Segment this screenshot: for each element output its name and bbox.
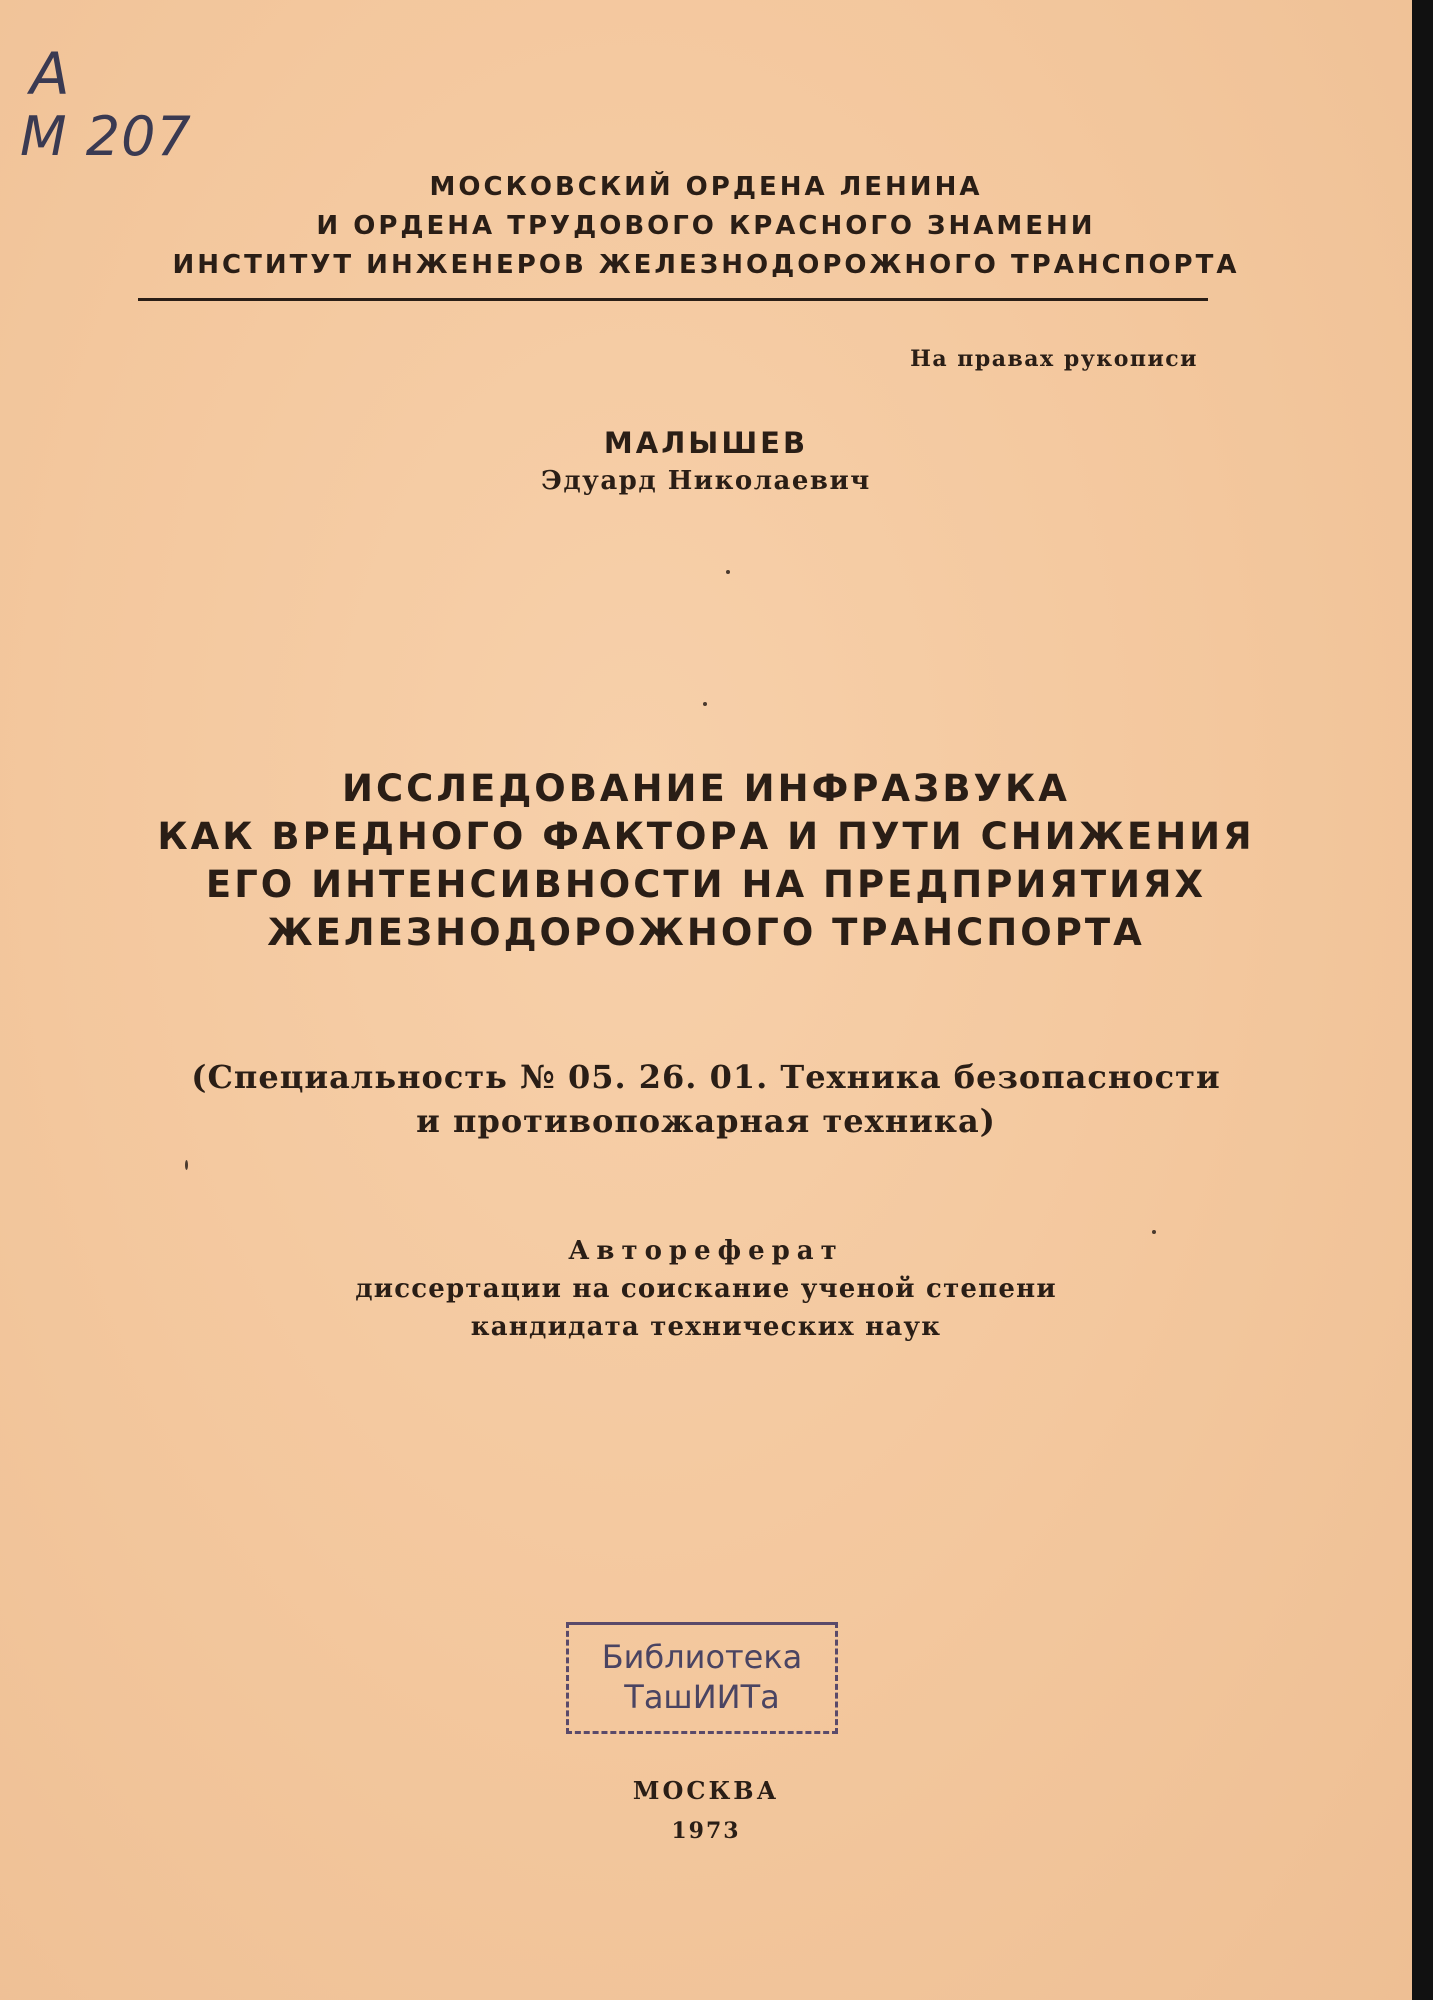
rights-note: На правах рукописи <box>910 346 1198 372</box>
title-line-4: ЖЕЛЕЗНОДОРОЖНОГО ТРАНСПОРТА <box>267 911 1145 954</box>
imprint-city: МОСКВА <box>632 1776 780 1805</box>
paper-speck <box>1152 1230 1156 1234</box>
specialty-line-1: (Специальность № 05. 26. 01. Техника безопасности <box>191 1058 1221 1096</box>
title-line-2: КАК ВРЕДНОГО ФАКТОРА И ПУТИ СНИЖЕНИЯ <box>157 815 1255 858</box>
institute-line-2: И ОРДЕНА ТРУДОВОГО КРАСНОГО ЗНАМЕНИ <box>316 211 1096 241</box>
handwritten-shelf-letter: А <box>30 40 70 108</box>
paper-speck <box>726 570 730 574</box>
header-divider <box>138 298 1208 301</box>
specialty-block <box>0 1055 1412 1143</box>
paper-speck <box>185 1160 188 1170</box>
title-line-1: ИССЛЕДОВАНИЕ ИНФРАЗВУКА <box>342 767 1070 810</box>
specialty-line-2: и противопожарная техника) <box>416 1102 996 1140</box>
institute-line-3: ИНСТИТУТ ИНЖЕНЕРОВ ЖЕЛЕЗНОДОРОЖНОГО ТРАНСПОРТА <box>172 250 1240 280</box>
imprint-year: 1973 <box>671 1818 741 1844</box>
institute-header <box>0 168 1412 285</box>
library-stamp <box>566 1622 838 1734</box>
handwritten-shelf-number: М 207 <box>20 105 192 168</box>
paper-speck <box>703 702 707 706</box>
institute-line-1: МОСКОВСКИЙ ОРДЕНА ЛЕНИНА <box>429 172 983 202</box>
title-line-3: ЕГО ИНТЕНСИВНОСТИ НА ПРЕДПРИЯТИЯХ <box>205 863 1207 906</box>
scan-edge <box>1412 0 1433 2000</box>
abstract-line-3: кандидата технических наук <box>470 1312 942 1342</box>
author-given-name: Эдуард Николаевич <box>541 466 871 496</box>
dissertation-title <box>0 765 1412 957</box>
stamp-line-2: ТашИИТа <box>624 1678 780 1716</box>
author-surname: МАЛЫШЕВ <box>603 426 809 460</box>
abstract-label: Автореферат <box>568 1236 844 1266</box>
stamp-line-1: Библиотека <box>601 1638 803 1676</box>
abstract-line-2: диссертации на соискание ученой степени <box>355 1274 1057 1304</box>
abstract-block <box>0 1232 1412 1346</box>
